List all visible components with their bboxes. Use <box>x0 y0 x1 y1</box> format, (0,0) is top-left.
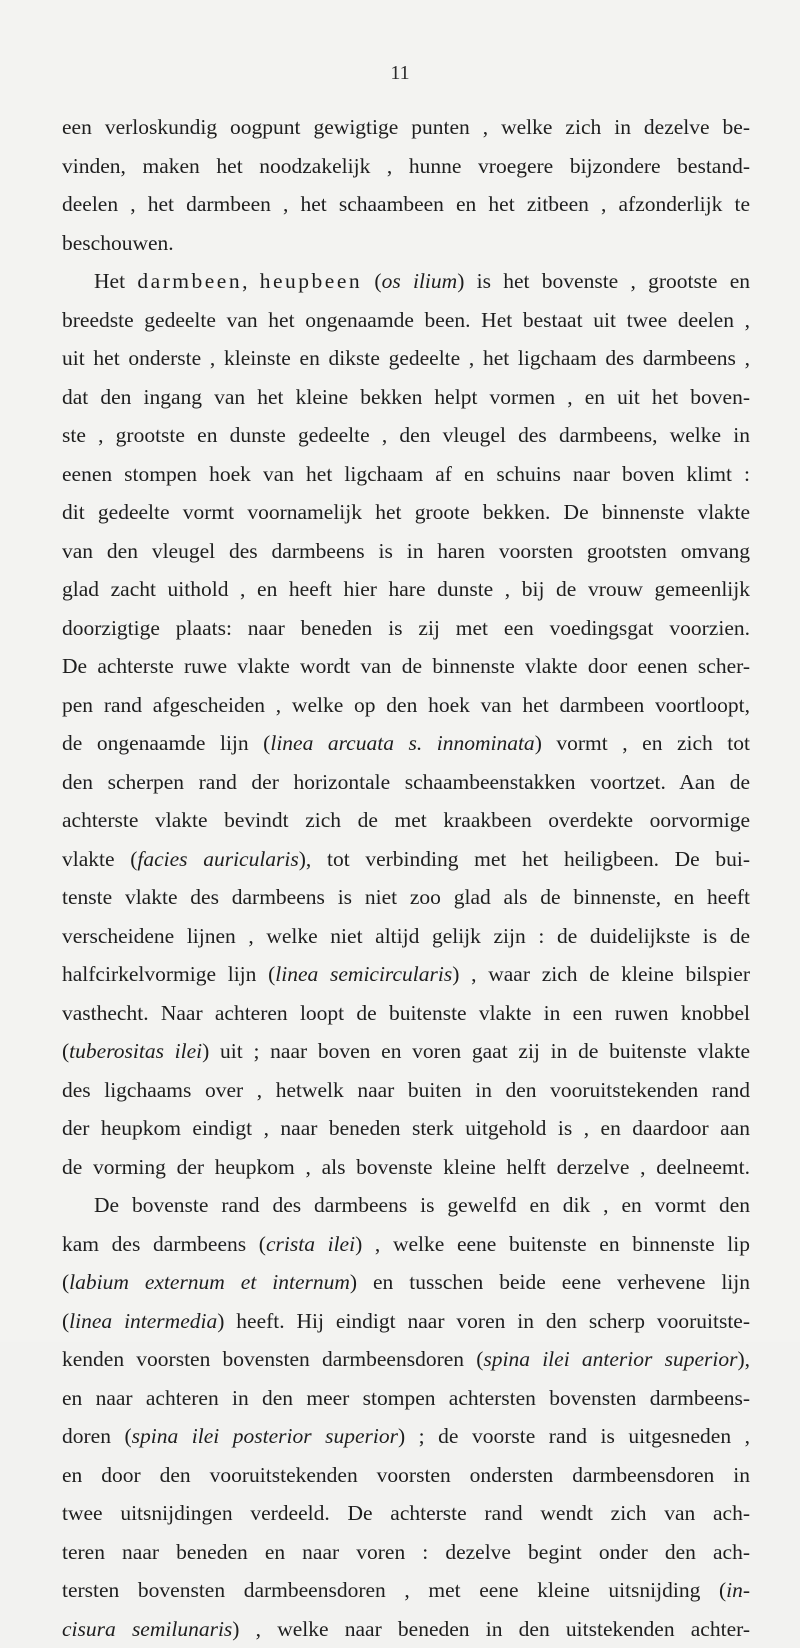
text-segment: ( <box>362 269 381 293</box>
latin-term: linea arcuata s. innominata <box>270 731 534 755</box>
text-line <box>62 570 750 609</box>
text-segment: ) vormt , en zich tot <box>535 731 750 755</box>
text-segment: breedste gedeelte van het ongenaamde been. Het bestaat uit twee deelen , <box>62 308 750 332</box>
text-line <box>62 1571 750 1610</box>
latin-term: cisura semilunaris <box>62 1617 232 1641</box>
latin-term: linea semicircularis <box>275 962 452 986</box>
text-segment: de ongenaamde lijn ( <box>62 731 270 755</box>
text-segment: ) , welke eene buitenste en binnenste lip <box>355 1232 750 1256</box>
text-segment: uit het onderste , kleinste en dikste gedeelte , het ligchaam des darmbeens , <box>62 346 750 370</box>
latin-term: labium externum et internum <box>69 1270 350 1294</box>
latin-term: spina ilei anterior superior <box>483 1347 737 1371</box>
text-line <box>62 1494 750 1533</box>
text-line <box>62 609 750 648</box>
text-segment: ) uit ; naar boven en voren gaat zij in de buitenste vlakte <box>202 1039 750 1063</box>
latin-term: in- <box>726 1578 750 1602</box>
text-line <box>62 224 750 263</box>
text-segment: den scherpen rand der horizontale schaambeenstakken voortzet. Aan de <box>62 770 750 794</box>
text-line <box>62 1109 750 1148</box>
text-segment: ), <box>737 1347 750 1371</box>
text-segment: een verloskundig oogpunt gewigtige punten , welke zich in dezelve be- <box>62 115 750 139</box>
latin-term: facies auricularis <box>137 847 298 871</box>
text-segment: De bovenste rand des darmbeens is gewelfd en dik , en vormt den <box>94 1193 750 1217</box>
text-line <box>62 455 750 494</box>
text-line <box>62 532 750 571</box>
text-segment: ) heeft. Hij eindigt naar voren in den scherp vooruitste- <box>217 1309 750 1333</box>
text-segment: vlakte ( <box>62 847 137 871</box>
text-segment: ste , grootste en dunste gedeelte , den vleugel des darmbeens, welke in <box>62 423 750 447</box>
text-segment: ( <box>62 1039 69 1063</box>
text-line <box>62 763 750 802</box>
text-line <box>62 1071 750 1110</box>
text-segment: kam des darmbeens ( <box>62 1232 266 1256</box>
text-segment: doren ( <box>62 1424 132 1448</box>
text-segment: deelen , het darmbeen , het schaambeen en het zitbeen , afzonderlijk te <box>62 192 750 216</box>
text-segment: ) is het bovenste , grootste en <box>457 269 750 293</box>
text-line <box>62 1263 750 1302</box>
text-line <box>62 840 750 879</box>
text-segment: der heupkom eindigt , naar beneden sterk uitgehold is , en daardoor aan <box>62 1116 750 1140</box>
text-segment: ) ; de voorste rand is uitgesneden , <box>398 1424 750 1448</box>
text-line <box>62 339 750 378</box>
latin-term: tuberositas ilei <box>69 1039 202 1063</box>
text-line <box>62 1533 750 1572</box>
latin-term: os ilium <box>382 269 458 293</box>
text-line <box>62 1379 750 1418</box>
text-segment: vinden, maken het noodzakelijk , hunne vroegere bijzondere bestand- <box>62 154 750 178</box>
text-segment: halfcirkelvormige lijn ( <box>62 962 275 986</box>
text-line <box>62 686 750 725</box>
text-line <box>62 1340 750 1379</box>
text-segment: ( <box>62 1270 69 1294</box>
text-line <box>62 1148 750 1187</box>
text-segment: doorzigtige plaats: naar beneden is zij met een voedingsgat voorzien. <box>62 616 750 640</box>
text-line <box>62 378 750 417</box>
text-segment: dat den ingang van het kleine bekken helpt vormen , en uit het boven- <box>62 385 750 409</box>
text-segment: twee uitsnijdingen verdeeld. De achterste rand wendt zich van ach- <box>62 1501 750 1525</box>
text-line <box>62 1456 750 1495</box>
text-segment: achterste vlakte bevindt zich de met kraakbeen overdekte oorvormige <box>62 808 750 832</box>
text-line <box>62 185 750 224</box>
text-line <box>62 1610 750 1648</box>
text-segment: ), tot verbinding met het heiligbeen. De bui- <box>299 847 750 871</box>
text-line <box>62 878 750 917</box>
text-segment: tenste vlakte des darmbeens is niet zoo glad als de binnenste, en heeft <box>62 885 750 909</box>
text-segment: en naar achteren in den meer stompen achtersten bovensten darmbeens- <box>62 1386 750 1410</box>
text-segment: van den vleugel des darmbeens is in haren voorsten grootsten omvang <box>62 539 750 563</box>
text-line <box>62 493 750 532</box>
text-line <box>62 301 750 340</box>
text-segment: dit gedeelte vormt voornamelijk het groote bekken. De binnenste vlakte <box>62 500 750 524</box>
text-line <box>62 147 750 186</box>
text-line <box>62 1186 750 1225</box>
text-segment: , <box>242 269 260 293</box>
text-segment: kenden voorsten bovensten darmbeensdoren ( <box>62 1347 483 1371</box>
text-line <box>62 955 750 994</box>
page-number: 11 <box>0 62 800 85</box>
text-segment: verscheidene lijnen , welke niet altijd gelijk zijn : de duidelijkste is de <box>62 924 750 948</box>
text-segment: tersten bovensten darmbeensdoren , met eene kleine uitsnijding ( <box>62 1578 726 1602</box>
text-line <box>62 917 750 956</box>
emphasized-term: darmbeen <box>137 269 242 293</box>
text-segment: eenen stompen hoek van het ligchaam af en schuins naar boven klimt : <box>62 462 750 486</box>
text-segment: en door den vooruitstekenden voorsten ondersten darmbeensdoren in <box>62 1463 750 1487</box>
text-segment: beschouwen. <box>62 231 174 255</box>
text-segment: vasthecht. Naar achteren loopt de buitenste vlakte in een ruwen knobbel <box>62 1001 750 1025</box>
text-line <box>62 801 750 840</box>
text-segment: de vorming der heupkom , als bovenste kleine helft derzelve , deelneemt. <box>62 1155 750 1179</box>
text-line <box>62 416 750 455</box>
text-line <box>62 108 750 147</box>
latin-term: crista ilei <box>266 1232 355 1256</box>
text-line <box>62 262 750 301</box>
text-line <box>62 647 750 686</box>
text-segment: De achterste ruwe vlakte wordt van de binnenste vlakte door eenen scher- <box>62 654 750 678</box>
text-line <box>62 1225 750 1264</box>
latin-term: linea intermedia <box>69 1309 217 1333</box>
text-segment: teren naar beneden en naar voren : dezelve begint onder den ach- <box>62 1540 750 1564</box>
body-text <box>62 108 750 1648</box>
text-segment: des ligchaams over , hetwelk naar buiten in den vooruitstekenden rand <box>62 1078 750 1102</box>
text-segment: ( <box>62 1309 69 1333</box>
text-segment: glad zacht uithold , en heeft hier hare dunste , bij de vrouw gemeenlijk <box>62 577 750 601</box>
text-segment: pen rand afgescheiden , welke op den hoek van het darmbeen voortloopt, <box>62 693 750 717</box>
text-line <box>62 1417 750 1456</box>
text-line <box>62 994 750 1033</box>
text-segment: Het <box>94 269 137 293</box>
text-segment: ) , waar zich de kleine bilspier <box>452 962 750 986</box>
text-segment: ) en tusschen beide eene verhevene lijn <box>350 1270 750 1294</box>
emphasized-term: heupbeen <box>260 269 362 293</box>
text-line <box>62 1302 750 1341</box>
latin-term: spina ilei posterior superior <box>132 1424 398 1448</box>
text-segment: ) , welke naar beneden in den uitstekenden achter- <box>232 1617 750 1641</box>
text-line <box>62 1032 750 1071</box>
text-line <box>62 724 750 763</box>
